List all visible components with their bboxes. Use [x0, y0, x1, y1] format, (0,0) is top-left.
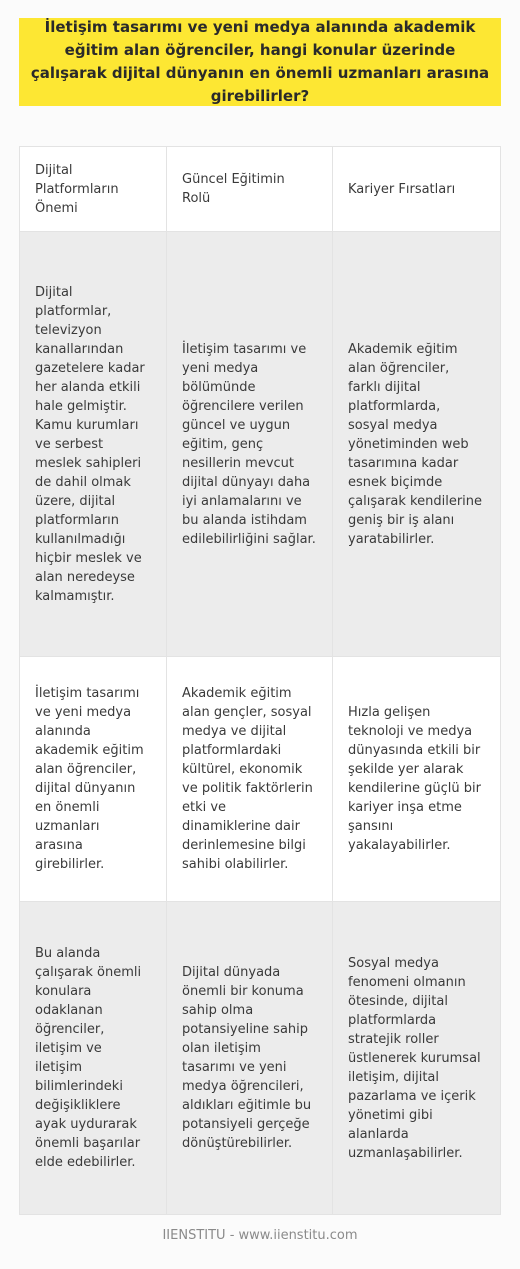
table-cell: Sosyal medya fenomeni olmanın ötesinde, dijital platformlarda stratejik roller üstlenerek kurumsal iletişim, dijital pazarlama ve içerik yönetimi gibi alanlarda uzmanlaşabilirler. [333, 902, 501, 1215]
table-cell: Akademik eğitim alan öğrenciler, farklı dijital platformlarda, sosyal medya yönetiminden web tasarımına kadar esnek biçimde çalışarak kendilerine geniş bir iş alanı yaratabilirler. [333, 232, 501, 657]
table-header-cell: Kariyer Fırsatları [333, 147, 501, 232]
table-row [20, 902, 501, 1215]
comparison-table [19, 146, 501, 1215]
table-cell: Bu alanda çalışarak önemli konulara odaklanan öğrenciler, iletişim ve iletişim bilimlerindeki değişikliklere ayak uydurarak önemli başarılar elde edebilirler. [20, 902, 167, 1215]
table-row [20, 657, 501, 902]
table-header-cell: Güncel Eğitimin Rolü [167, 147, 333, 232]
table-cell: Akademik eğitim alan gençler, sosyal medya ve dijital platformlardaki kültürel, ekonomik ve politik faktörlerin etki ve dinamiklerine dair derinlemesine bilgi sahibi olabilirler. [167, 657, 333, 902]
table-row [20, 232, 501, 657]
table-header-row [20, 147, 501, 232]
table-cell: Dijital dünyada önemli bir konuma sahip olma potansiyeline sahip olan iletişim tasarımı ve yeni medya öğrencileri, aldıkları eğitimle bu potansiyeli gerçeğe dönüştürebilirler. [167, 902, 333, 1215]
table-cell: İletişim tasarımı ve yeni medya alanında akademik eğitim alan öğrenciler, dijital dünyanın en önemli uzmanları arasına girebilirler. [20, 657, 167, 902]
table-header-cell: Dijital Platformların Önemi [20, 147, 167, 232]
page-title: İletişim tasarımı ve yeni medya alanında akademik eğitim alan öğrenciler, hangi konular üzerinde çalışarak dijital dünyanın en önemli uzmanları arasına girebilirler? [30, 18, 490, 105]
table-cell: Hızla gelişen teknoloji ve medya dünyasında etkili bir şekilde yer alarak kendilerine güçlü bir kariyer inşa etme şansını yakalayabilirler. [333, 657, 501, 902]
title-banner [19, 18, 501, 106]
table-cell: Dijital platformlar, televizyon kanallarından gazetelere kadar her alanda etkili hale gelmiştir. Kamu kurumları ve serbest meslek sahipleri de dahil olmak üzere, dijital platformların kullanılmadığı hiçbir meslek ve alan neredeyse kalmamıştır. [20, 232, 167, 657]
table-cell: İletişim tasarımı ve yeni medya bölümünde öğrencilere verilen güncel ve uygun eğitim, genç nesillerin mevcut dijital dünyayı daha iyi anlamalarını ve bu alanda istihdam edilebilirliğini sağlar. [167, 232, 333, 657]
footer-credit: IIENSTITU - www.iienstitu.com [162, 1228, 358, 1243]
